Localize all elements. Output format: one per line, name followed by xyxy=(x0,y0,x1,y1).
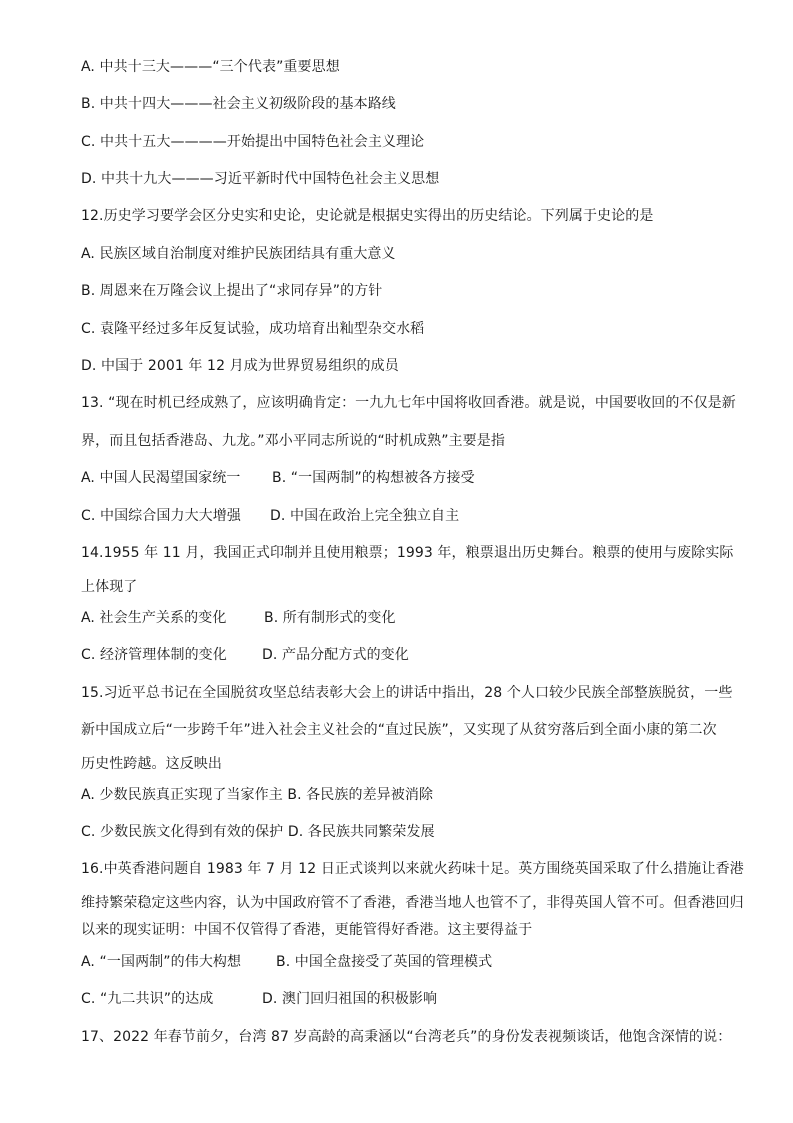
q15-options-ab: A. 少数民族真正实现了当家作主 B. 各民族的差异被消除 xyxy=(81,787,434,803)
q16-option-a: A. “一国两制”的伟大构想 xyxy=(81,954,242,970)
q12-option-c: C. 袁隆平经过多年反复试验，成功培育出籼型杂交水稻 xyxy=(81,321,425,337)
q11-option-a: A. 中共十三大———“三个代表”重要思想 xyxy=(81,59,340,75)
q16-stem-line-1: 16.中英香港问题自 1983 年 7 月 12 日正式谈判以来就火药味十足。英方围绕英国采取了什么措施让香港 xyxy=(81,861,744,877)
q11-option-d: D. 中共十九大———习近平新时代中国特色社会主义思想 xyxy=(81,171,440,187)
q12-option-b: B. 周恩来在万隆会议上提出了“求同存异”的方针 xyxy=(81,283,383,299)
q15-stem-line-3: 历史性跨越。这反映出 xyxy=(81,756,222,772)
q13-option-d: D. 中国在政治上完全独立自主 xyxy=(270,508,460,524)
q11-option-c: C. 中共十五大————开始提出中国特色社会主义理论 xyxy=(81,134,425,150)
q17-stem-line-1: 17、2022 年春节前夕，台湾 87 岁高龄的高秉涵以“台湾老兵”的身份发表视频谈话，他饱含深情的说： xyxy=(81,1029,732,1045)
q14-option-a: A. 社会生产关系的变化 xyxy=(81,610,227,626)
q13-stem-line-1: 13. “现在时机已经成熟了，应该明确肯定：一九九七年中国将收回香港。就是说，中国要收回的不仅是新 xyxy=(81,395,736,411)
q15-options-cd: C. 少数民族文化得到有效的保护 D. 各民族共同繁荣发展 xyxy=(81,824,435,840)
q11-option-b: B. 中共十四大———社会主义初级阶段的基本路线 xyxy=(81,96,396,112)
q12-option-a: A. 民族区域自治制度对维护民族团结具有重大意义 xyxy=(81,246,396,262)
q13-option-c: C. 中国综合国力大大增强 xyxy=(81,508,241,524)
q16-option-c: C. “九二共识”的达成 xyxy=(81,991,214,1007)
q13-options-ab xyxy=(81,469,753,487)
q13-options-cd xyxy=(81,507,753,525)
q14-stem-line-2: 上体现了 xyxy=(81,579,138,595)
q12-option-d: D. 中国于 2001 年 12 月成为世界贸易组织的成员 xyxy=(81,358,399,374)
q16-stem-line-2: 维持繁荣稳定这些内容，认为中国政府管不了香港，香港当地人也管不了，非得英国人管不可。但香港回归 xyxy=(81,895,744,911)
q14-option-b: B. 所有制形式的变化 xyxy=(264,610,396,626)
q14-stem-line-1: 14.1955 年 11 月，我国正式印制并且使用粮票；1993 年，粮票退出历史舞台。粮票的使用与废除实际 xyxy=(81,545,734,561)
q16-options-cd xyxy=(81,990,753,1008)
q16-option-d: D. 澳门回归祖国的积极影响 xyxy=(262,991,438,1007)
q16-options-ab xyxy=(81,953,753,971)
q15-stem-line-1: 15.习近平总书记在全国脱贫攻坚总结表彰大会上的讲话中指出，28 个人口较少民族全部整族脱贫，一些 xyxy=(81,685,733,701)
q13-option-b: B. “一国两制”的构想被各方接受 xyxy=(272,470,475,486)
q14-options-ab xyxy=(81,609,753,627)
q14-options-cd xyxy=(81,646,753,664)
q13-stem-line-2: 界，而且包括香港岛、九龙。”邓小平同志所说的“时机成熟”主要是指 xyxy=(81,433,505,449)
q13-option-a: A. 中国人民渴望国家统一 xyxy=(81,470,241,486)
q14-option-d: D. 产品分配方式的变化 xyxy=(262,647,409,663)
q15-stem-line-2: 新中国成立后“一步跨千年”进入社会主义社会的“直过民族”，又实现了从贫穷落后到全面小康的第二次 xyxy=(81,722,717,738)
q16-stem-line-3: 以来的现实证明：中国不仅管得了香港，更能管得好香港。这主要得益于 xyxy=(81,922,533,938)
q14-option-c: C. 经济管理体制的变化 xyxy=(81,647,227,663)
q12-stem: 12.历史学习要学会区分史实和史论，史论就是根据史实得出的历史结论。下列属于史论的是 xyxy=(81,208,654,224)
q16-option-b: B. 中国全盘接受了英国的管理模式 xyxy=(276,954,493,970)
